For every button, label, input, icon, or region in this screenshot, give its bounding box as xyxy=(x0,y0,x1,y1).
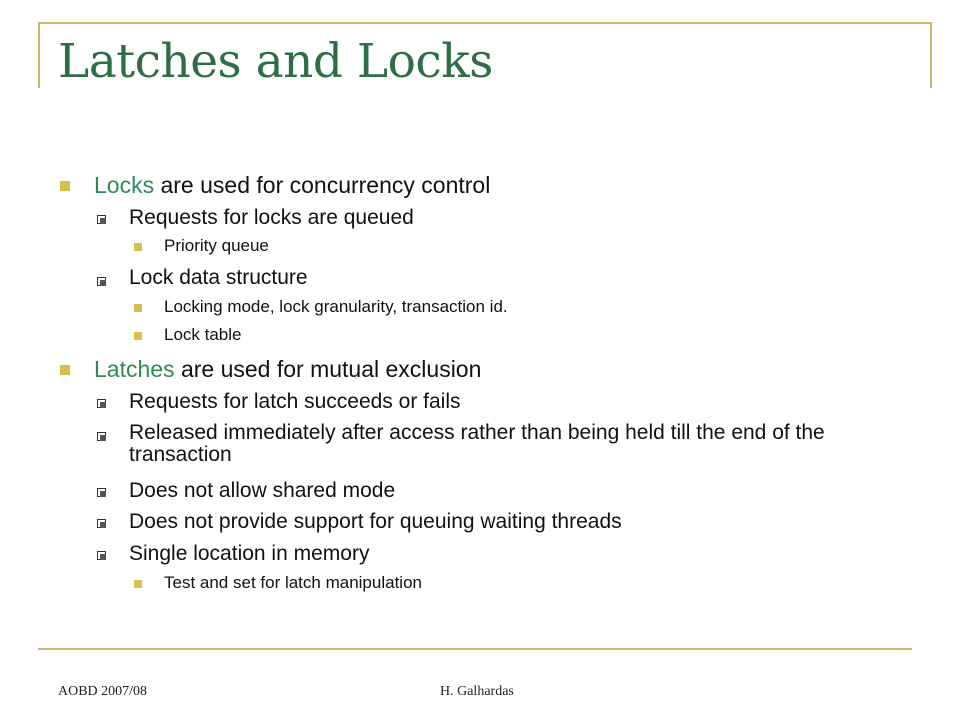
checkbox-bullet-icon xyxy=(97,432,106,441)
sub-bullet-no-queuing: Does not provide support for queuing waiting threads xyxy=(129,510,622,533)
footer-course: AOBD 2007/08 xyxy=(58,684,148,699)
frame-top-line xyxy=(38,22,932,24)
square-bullet-icon xyxy=(134,243,142,251)
sub-sub-bullet-lock-table: Lock table xyxy=(164,325,242,344)
checkbox-bullet-icon xyxy=(97,277,106,286)
keyword-latches: Latches xyxy=(94,356,175,382)
slide-title: Latches and Locks xyxy=(58,34,493,89)
square-bullet-icon xyxy=(134,332,142,340)
frame-right-line xyxy=(930,22,932,88)
bullet-locks-text: are used for concurrency control xyxy=(154,172,491,198)
sub-sub-bullet-locking-mode: Locking mode, lock granularity, transaction id. xyxy=(164,297,508,316)
checkbox-bullet-icon xyxy=(97,519,106,528)
footer-author: H. Galhardas xyxy=(440,684,514,699)
sub-bullet-latch-requests: Requests for latch succeeds or fails xyxy=(129,390,461,413)
checkbox-bullet-icon xyxy=(97,215,106,224)
sub-bullet-single-location: Single location in memory xyxy=(129,542,370,565)
square-bullet-icon xyxy=(134,304,142,312)
checkbox-bullet-icon xyxy=(97,399,106,408)
footer-line xyxy=(38,648,912,650)
keyword-locks: Locks xyxy=(94,172,155,198)
bullet-latches-text: are used for mutual exclusion xyxy=(174,356,482,382)
checkbox-bullet-icon xyxy=(97,551,106,560)
checkbox-bullet-icon xyxy=(97,488,106,497)
sub-sub-bullet-test-and-set: Test and set for latch manipulation xyxy=(164,573,422,592)
bullet-latches xyxy=(94,356,481,383)
sub-bullet-lock-data-structure: Lock data structure xyxy=(129,266,308,289)
sub-sub-bullet-priority-queue: Priority queue xyxy=(164,236,269,255)
bullet-locks xyxy=(94,172,490,199)
square-bullet-icon xyxy=(60,181,70,191)
square-bullet-icon xyxy=(134,580,142,588)
sub-bullet-released-immediately: Released immediately after access rather than being held till the end of the transaction xyxy=(129,421,825,466)
sub-bullet-no-shared-mode: Does not allow shared mode xyxy=(129,479,396,502)
sub-bullet-requests-locks: Requests for locks are queued xyxy=(129,206,414,229)
square-bullet-icon xyxy=(60,365,70,375)
frame-left-line xyxy=(38,22,40,88)
